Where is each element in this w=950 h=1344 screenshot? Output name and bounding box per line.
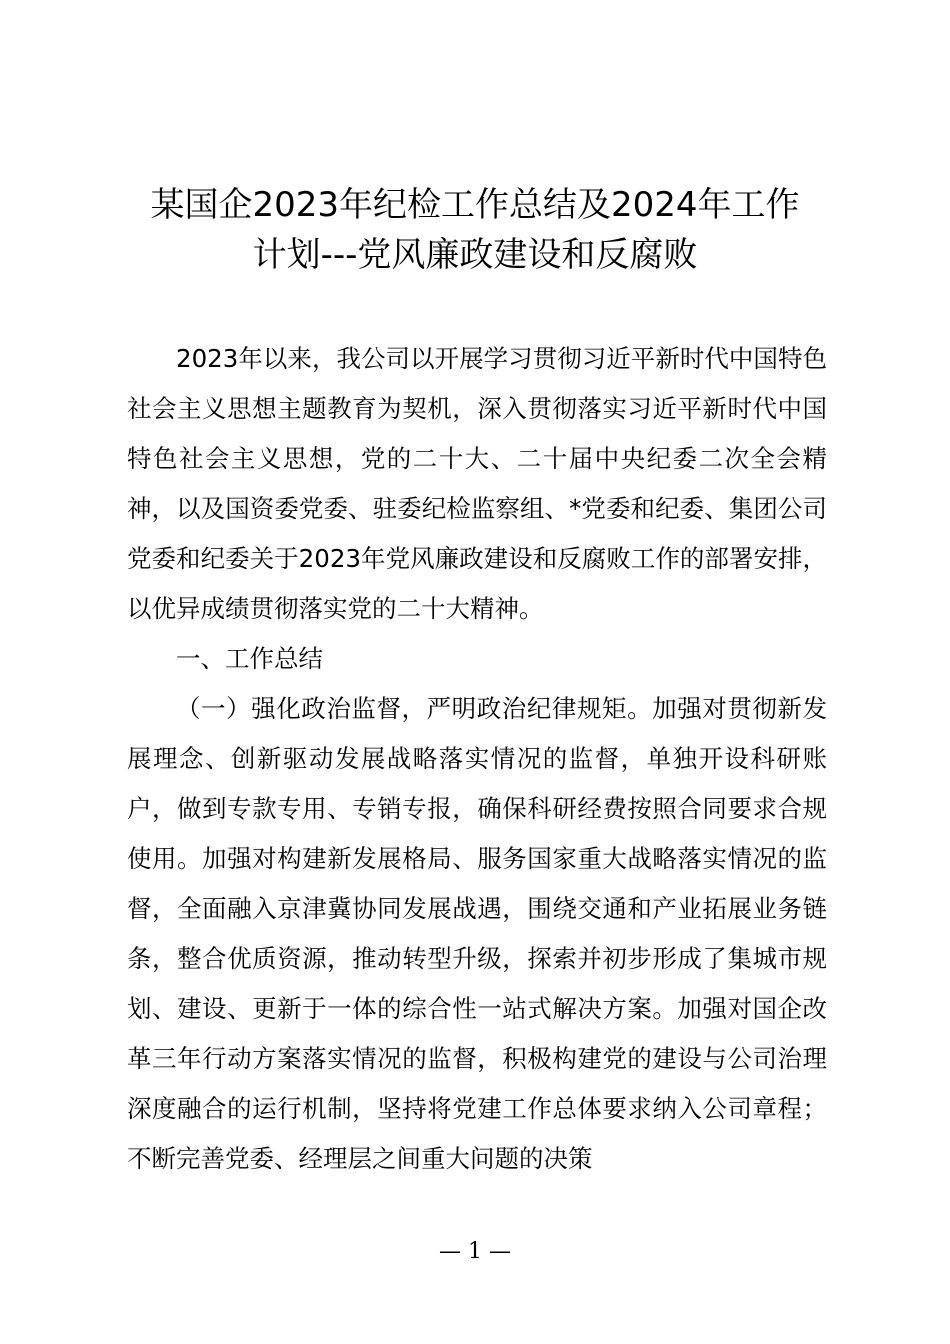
intro-paragraph: 2023年以来，我公司以开展学习贯彻习近平新时代中国特色社会主义思想主题教育为契机，深入贯彻落实习近平新时代中国特色社会主义思想，党的二十大、二十届中央纪委二次全会精神，以及国资委党委、驻委纪检监察组、*党委和纪委、集团公司党委和纪委关于2023年党风廉政建设和反腐败工作的部署安排，以优异成绩贯彻落实党的二十大精神。 [127,344,827,623]
document-body [127,334,827,1184]
section-paragraph: （一）强化政治监督，严明政治纪律规矩。加强对贯彻新发展理念、创新驱动发展战略落实情况的监督，单独开设科研账户，做到专款专用、专销专报，确保科研经费按照合同要求合规使用。加强对构建新发展格局、服务国家重大战略落实情况的监督，全面融入京津冀协同发展战遇，围绕交通和产业拓展业务链条，整合优质资源，推动转型升级，探索并初步形成了集城市规划、建设、更新于一体的综合性一站式解决方案。加强对国企改革三年行动方案落实情况的监督，积极构建党的建设与公司治理深度融合的运行机制，坚持将党建工作总体要求纳入公司章程；不断完善党委、经理层之间重大问题的决策 [127,694,827,1173]
title-line-1: 某国企2023年纪检工作总结及2024年工作 [150,185,800,225]
section-heading: 一、工作总结 [176,644,323,673]
document-title [100,180,850,280]
title-line-2: 计划---党风廉政建设和反腐败 [252,235,698,275]
page-number: — 1 — [439,1239,511,1264]
